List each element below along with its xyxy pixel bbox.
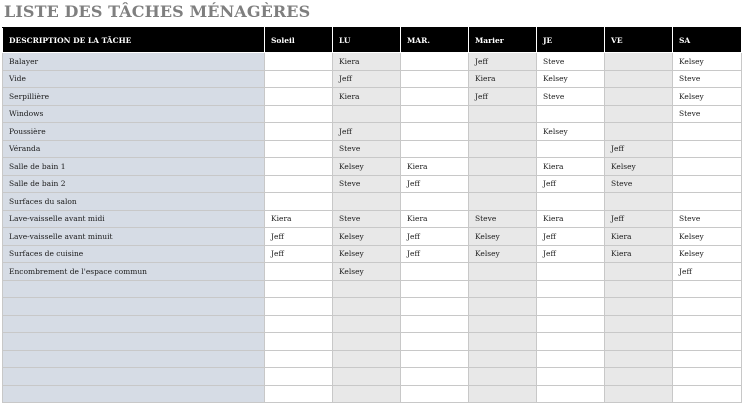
assignee-cell[interactable] — [265, 350, 333, 368]
assignee-cell[interactable] — [605, 70, 673, 88]
table-row — [3, 228, 742, 246]
assignee-cell[interactable]: Jeff — [673, 263, 742, 281]
assignee-cell[interactable]: Kiera — [537, 210, 605, 228]
task-description-cell[interactable] — [3, 350, 265, 368]
assignee-cell[interactable] — [265, 158, 333, 176]
assignee-cell[interactable] — [673, 175, 742, 193]
assignee-cell[interactable]: Kiera — [401, 210, 469, 228]
assignee-cell[interactable]: Jeff — [537, 175, 605, 193]
task-description-cell[interactable] — [3, 315, 265, 333]
assignee-cell[interactable]: Steve — [537, 88, 605, 106]
assignee-cell[interactable] — [401, 53, 469, 71]
task-description-cell[interactable]: Surfaces du salon — [3, 193, 265, 211]
assignee-cell[interactable] — [265, 368, 333, 386]
assignee-cell[interactable]: Kiera — [401, 158, 469, 176]
header-saturday: SA — [673, 28, 742, 53]
assignee-cell[interactable]: Kelsey — [333, 228, 401, 246]
table-row — [3, 140, 742, 158]
assignee-cell[interactable] — [469, 123, 537, 141]
header-sunday: Soleil — [265, 28, 333, 53]
assignee-cell[interactable]: Kelsey — [605, 158, 673, 176]
assignee-cell[interactable] — [537, 280, 605, 298]
page-title: LISTE DES TÂCHES MÉNAGÈRES — [4, 2, 311, 21]
assignee-cell[interactable]: Kiera — [605, 245, 673, 263]
assignee-cell[interactable] — [537, 193, 605, 211]
task-description-cell[interactable]: Vide — [3, 70, 265, 88]
table-row — [3, 333, 742, 351]
assignee-cell[interactable] — [265, 385, 333, 403]
assignee-cell[interactable] — [265, 333, 333, 351]
assignee-cell[interactable] — [605, 333, 673, 351]
assignee-cell[interactable]: Steve — [673, 210, 742, 228]
assignee-cell[interactable] — [333, 333, 401, 351]
table-row — [3, 368, 742, 386]
assignee-cell[interactable] — [469, 298, 537, 316]
task-description-cell[interactable]: Surfaces de cuisine — [3, 245, 265, 263]
assignee-cell[interactable]: Jeff — [401, 245, 469, 263]
assignee-cell[interactable]: Jeff — [333, 70, 401, 88]
assignee-cell[interactable] — [469, 350, 537, 368]
table-row — [3, 245, 742, 263]
assignee-cell[interactable] — [333, 385, 401, 403]
assignee-cell[interactable] — [605, 123, 673, 141]
assignee-cell[interactable] — [333, 193, 401, 211]
table-row — [3, 88, 742, 106]
header-row — [3, 28, 742, 53]
task-description-cell[interactable] — [3, 280, 265, 298]
assignee-cell[interactable] — [265, 315, 333, 333]
table-row — [3, 175, 742, 193]
assignee-cell[interactable]: Jeff — [333, 123, 401, 141]
header-task-description: DESCRIPTION DE LA TÂCHE — [3, 28, 265, 53]
assignee-cell[interactable]: Jeff — [469, 53, 537, 71]
assignee-cell[interactable] — [333, 280, 401, 298]
table-row — [3, 193, 742, 211]
assignee-cell[interactable]: Steve — [537, 53, 605, 71]
assignee-cell[interactable] — [265, 298, 333, 316]
assignee-cell[interactable] — [265, 175, 333, 193]
assignee-cell[interactable]: Kiera — [469, 70, 537, 88]
task-description-cell[interactable] — [3, 368, 265, 386]
assignee-cell[interactable] — [265, 70, 333, 88]
assignee-cell[interactable]: Jeff — [401, 228, 469, 246]
task-description-cell[interactable]: Serpillière — [3, 88, 265, 106]
header-tuesday: MAR. — [401, 28, 469, 53]
assignee-cell[interactable] — [673, 368, 742, 386]
assignee-cell[interactable] — [605, 263, 673, 281]
task-description-cell[interactable]: Salle de bain 1 — [3, 158, 265, 176]
assignee-cell[interactable] — [537, 333, 605, 351]
table-row — [3, 298, 742, 316]
assignee-cell[interactable] — [605, 368, 673, 386]
assignee-cell[interactable] — [469, 140, 537, 158]
table-row — [3, 105, 742, 123]
assignee-cell[interactable] — [401, 105, 469, 123]
assignee-cell[interactable] — [401, 350, 469, 368]
task-description-cell[interactable]: Poussière — [3, 123, 265, 141]
assignee-cell[interactable] — [401, 88, 469, 106]
assignee-cell[interactable] — [605, 280, 673, 298]
assignee-cell[interactable] — [605, 193, 673, 211]
assignee-cell[interactable] — [673, 158, 742, 176]
table-row — [3, 158, 742, 176]
assignee-cell[interactable]: Jeff — [605, 210, 673, 228]
assignee-cell[interactable]: Steve — [333, 210, 401, 228]
assignee-cell[interactable] — [265, 263, 333, 281]
assignee-cell[interactable]: Kiera — [265, 210, 333, 228]
assignee-cell[interactable] — [469, 263, 537, 281]
assignee-cell[interactable]: Steve — [605, 175, 673, 193]
assignee-cell[interactable] — [673, 298, 742, 316]
assignee-cell[interactable] — [401, 315, 469, 333]
assignee-cell[interactable] — [673, 280, 742, 298]
table-body — [3, 53, 742, 403]
assignee-cell[interactable] — [673, 350, 742, 368]
header-wednesday: Marier — [469, 28, 537, 53]
table-row — [3, 53, 742, 71]
assignee-cell[interactable]: Kelsey — [673, 53, 742, 71]
assignee-cell[interactable] — [265, 140, 333, 158]
assignee-cell[interactable] — [605, 88, 673, 106]
header-thursday: JE — [537, 28, 605, 53]
assignee-cell[interactable] — [537, 298, 605, 316]
table-row — [3, 210, 742, 228]
assignee-cell[interactable] — [401, 70, 469, 88]
assignee-cell[interactable] — [469, 280, 537, 298]
assignee-cell[interactable] — [605, 350, 673, 368]
task-description-cell[interactable] — [3, 385, 265, 403]
assignee-cell[interactable] — [673, 123, 742, 141]
assignee-cell[interactable] — [605, 105, 673, 123]
assignee-cell[interactable]: Kelsey — [333, 245, 401, 263]
assignee-cell[interactable]: Kiera — [333, 88, 401, 106]
assignee-cell[interactable] — [469, 175, 537, 193]
task-description-cell[interactable]: Salle de bain 2 — [3, 175, 265, 193]
table-row — [3, 123, 742, 141]
task-description-cell[interactable]: Encombrement de l'espace commun — [3, 263, 265, 281]
assignee-cell[interactable] — [605, 385, 673, 403]
assignee-cell[interactable] — [265, 123, 333, 141]
assignee-cell[interactable] — [401, 280, 469, 298]
assignee-cell[interactable] — [537, 350, 605, 368]
assignee-cell[interactable] — [469, 193, 537, 211]
assignee-cell[interactable]: Jeff — [537, 245, 605, 263]
task-description-cell[interactable]: Véranda — [3, 140, 265, 158]
assignee-cell[interactable]: Steve — [673, 70, 742, 88]
assignee-cell[interactable] — [469, 368, 537, 386]
task-description-cell[interactable] — [3, 298, 265, 316]
assignee-cell[interactable] — [265, 53, 333, 71]
assignee-cell[interactable]: Jeff — [469, 88, 537, 106]
assignee-cell[interactable] — [469, 385, 537, 403]
assignee-cell[interactable] — [401, 123, 469, 141]
assignee-cell[interactable] — [469, 333, 537, 351]
assignee-cell[interactable]: Jeff — [265, 245, 333, 263]
table-row — [3, 350, 742, 368]
assignee-cell[interactable] — [401, 298, 469, 316]
assignee-cell[interactable] — [605, 298, 673, 316]
assignee-cell[interactable]: Jeff — [265, 228, 333, 246]
assignee-cell[interactable] — [333, 315, 401, 333]
assignee-cell[interactable] — [333, 350, 401, 368]
assignee-cell[interactable] — [333, 368, 401, 386]
assignee-cell[interactable]: Kelsey — [333, 158, 401, 176]
assignee-cell[interactable]: Steve — [333, 140, 401, 158]
assignee-cell[interactable]: Kelsey — [333, 263, 401, 281]
assignee-cell[interactable]: Kelsey — [469, 245, 537, 263]
assignee-cell[interactable]: Kelsey — [673, 245, 742, 263]
assignee-cell[interactable] — [469, 315, 537, 333]
assignee-cell[interactable] — [673, 193, 742, 211]
task-description-cell[interactable]: Lave-vaisselle avant midi — [3, 210, 265, 228]
assignee-cell[interactable]: Jeff — [605, 140, 673, 158]
assignee-cell[interactable] — [265, 193, 333, 211]
table-row — [3, 280, 742, 298]
table-row — [3, 385, 742, 403]
header-friday: VE — [605, 28, 673, 53]
assignee-cell[interactable] — [401, 140, 469, 158]
assignee-cell[interactable] — [537, 263, 605, 281]
chore-table — [2, 27, 742, 403]
assignee-cell[interactable]: Steve — [673, 105, 742, 123]
assignee-cell[interactable]: Kelsey — [469, 228, 537, 246]
assignee-cell[interactable] — [401, 193, 469, 211]
task-description-cell[interactable]: Balayer — [3, 53, 265, 71]
assignee-cell[interactable]: Jeff — [537, 228, 605, 246]
assignee-cell[interactable] — [265, 88, 333, 106]
assignee-cell[interactable] — [605, 53, 673, 71]
assignee-cell[interactable] — [265, 105, 333, 123]
assignee-cell[interactable] — [537, 140, 605, 158]
assignee-cell[interactable] — [469, 105, 537, 123]
assignee-cell[interactable] — [401, 368, 469, 386]
assignee-cell[interactable] — [401, 385, 469, 403]
assignee-cell[interactable]: Steve — [333, 175, 401, 193]
table-row — [3, 70, 742, 88]
assignee-cell[interactable] — [537, 368, 605, 386]
assignee-cell[interactable] — [673, 315, 742, 333]
task-description-cell[interactable]: Lave-vaisselle avant minuit — [3, 228, 265, 246]
assignee-cell[interactable]: Kiera — [537, 158, 605, 176]
assignee-cell[interactable] — [673, 333, 742, 351]
assignee-cell[interactable] — [673, 140, 742, 158]
assignee-cell[interactable] — [401, 333, 469, 351]
assignee-cell[interactable]: Kelsey — [537, 123, 605, 141]
assignee-cell[interactable] — [469, 158, 537, 176]
assignee-cell[interactable] — [401, 263, 469, 281]
assignee-cell[interactable] — [605, 315, 673, 333]
assignee-cell[interactable] — [333, 105, 401, 123]
assignee-cell[interactable]: Kiera — [605, 228, 673, 246]
assignee-cell[interactable] — [537, 105, 605, 123]
assignee-cell[interactable]: Steve — [469, 210, 537, 228]
assignee-cell[interactable]: Kelsey — [673, 228, 742, 246]
assignee-cell[interactable]: Kelsey — [673, 88, 742, 106]
assignee-cell[interactable] — [265, 280, 333, 298]
task-description-cell[interactable] — [3, 333, 265, 351]
assignee-cell[interactable]: Kiera — [333, 53, 401, 71]
assignee-cell[interactable] — [673, 385, 742, 403]
assignee-cell[interactable]: Kelsey — [537, 70, 605, 88]
assignee-cell[interactable] — [537, 385, 605, 403]
table-row — [3, 263, 742, 281]
assignee-cell[interactable] — [537, 315, 605, 333]
task-description-cell[interactable]: Windows — [3, 105, 265, 123]
assignee-cell[interactable]: Jeff — [401, 175, 469, 193]
table-row — [3, 315, 742, 333]
assignee-cell[interactable] — [333, 298, 401, 316]
header-monday: LU — [333, 28, 401, 53]
